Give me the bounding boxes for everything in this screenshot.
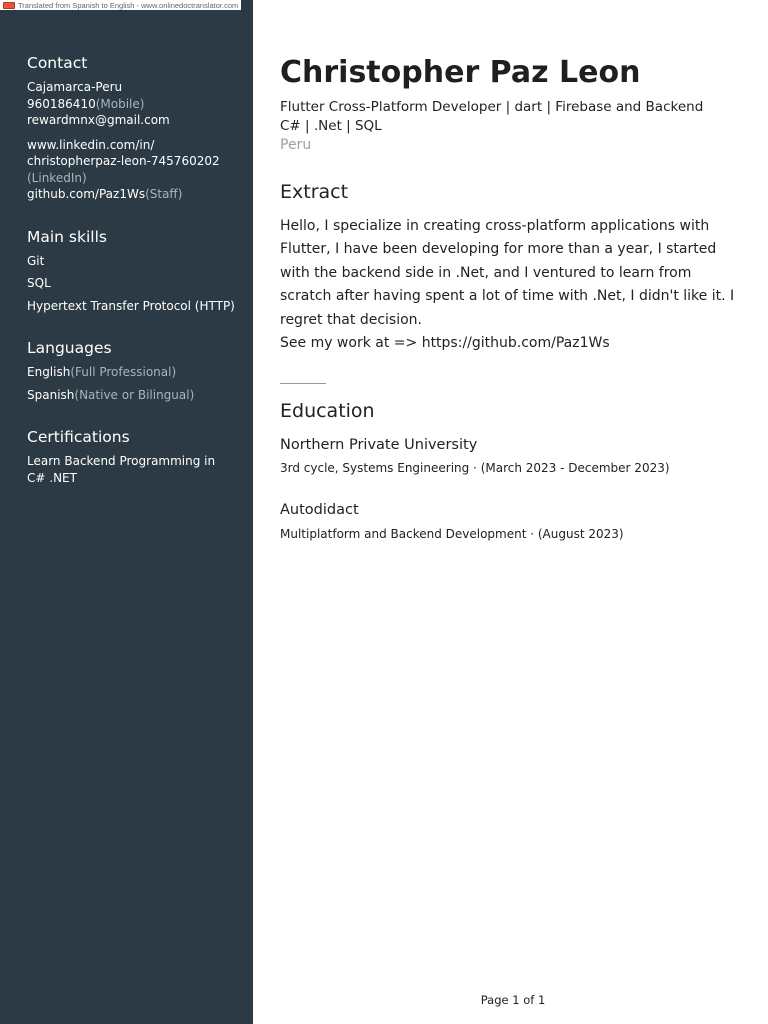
extract-link-line: See my work at => https://github.com/Paz1Ws [280, 335, 610, 352]
skill-item: Hypertext Transfer Protocol (HTTP) [27, 298, 235, 313]
skill-item: Git [27, 253, 45, 268]
contact-phone-line [27, 96, 237, 113]
certifications-section [27, 427, 237, 486]
education-school: Autodidact [280, 502, 359, 518]
main-content [280, 0, 740, 1024]
contact-linkedin-url-2[interactable]: christopherpaz-leon-745760202 [27, 154, 220, 168]
contact-section [27, 53, 237, 203]
extract-text: Hello, I specialize in creating cross-platform applications with Flutter, I have been developing for more than a year, I started with the backend side in .Net, and I ventured to learn from scratch after having spent a lot of time with .Net, I didn't like it. I regret that decision. [280, 218, 735, 328]
github-tag: (Staff) [145, 187, 183, 201]
languages-heading: Languages [27, 339, 112, 357]
languages-section [27, 338, 237, 403]
education-school: Northern Private University [280, 437, 478, 453]
skill-item: SQL [27, 276, 51, 290]
translation-banner [0, 0, 241, 10]
page-number: Page 1 of 1 [480, 993, 546, 1007]
language-item [27, 387, 237, 404]
contact-location: Cajamarca-Peru [27, 80, 123, 94]
extract-heading: Extract [280, 181, 349, 203]
language-level: (Full Professional) [70, 365, 177, 379]
language-name: English [27, 365, 71, 379]
skills-heading: Main skills [27, 227, 107, 246]
education-heading: Education [280, 400, 375, 422]
contact-github[interactable]: github.com/Paz1Ws [27, 187, 146, 201]
language-name: Spanish [27, 387, 75, 402]
translator-logo-icon [3, 2, 15, 9]
banner-text: Translated from Spanish to English - www.onlinedoctranslator.com [18, 0, 239, 10]
contact-linkedin-url-1[interactable]: www.linkedin.com/in/ [27, 137, 155, 152]
language-level: (Native or Bilingual) [74, 387, 195, 402]
skills-section [27, 227, 237, 315]
person-name: Christopher Paz Leon [280, 55, 641, 90]
certifications-heading: Certifications [27, 428, 130, 446]
location: Peru [280, 137, 312, 153]
linkedin-tag: (LinkedIn) [27, 170, 87, 185]
headline: Flutter Cross-Platform Developer | dart | Firebase and Backend C# | .Net | SQL [280, 99, 704, 134]
sidebar [0, 0, 253, 1024]
certification-item: Learn Backend Programming in C# .NET [27, 454, 216, 485]
section-divider [280, 383, 326, 384]
contact-email[interactable]: rewardmnx@gmail.com [27, 113, 170, 127]
education-detail: Multiplatform and Backend Development · (August 2023) [280, 527, 624, 541]
language-item [27, 364, 237, 381]
contact-links-line [27, 170, 237, 203]
contact-phone: 960186410 [27, 96, 96, 111]
contact-phone-type: (Mobile) [95, 96, 145, 111]
education-detail: 3rd cycle, Systems Engineering · (March 2023 - December 2023) [280, 461, 670, 475]
extract-text-block [280, 215, 740, 355]
contact-heading: Contact [27, 54, 88, 72]
